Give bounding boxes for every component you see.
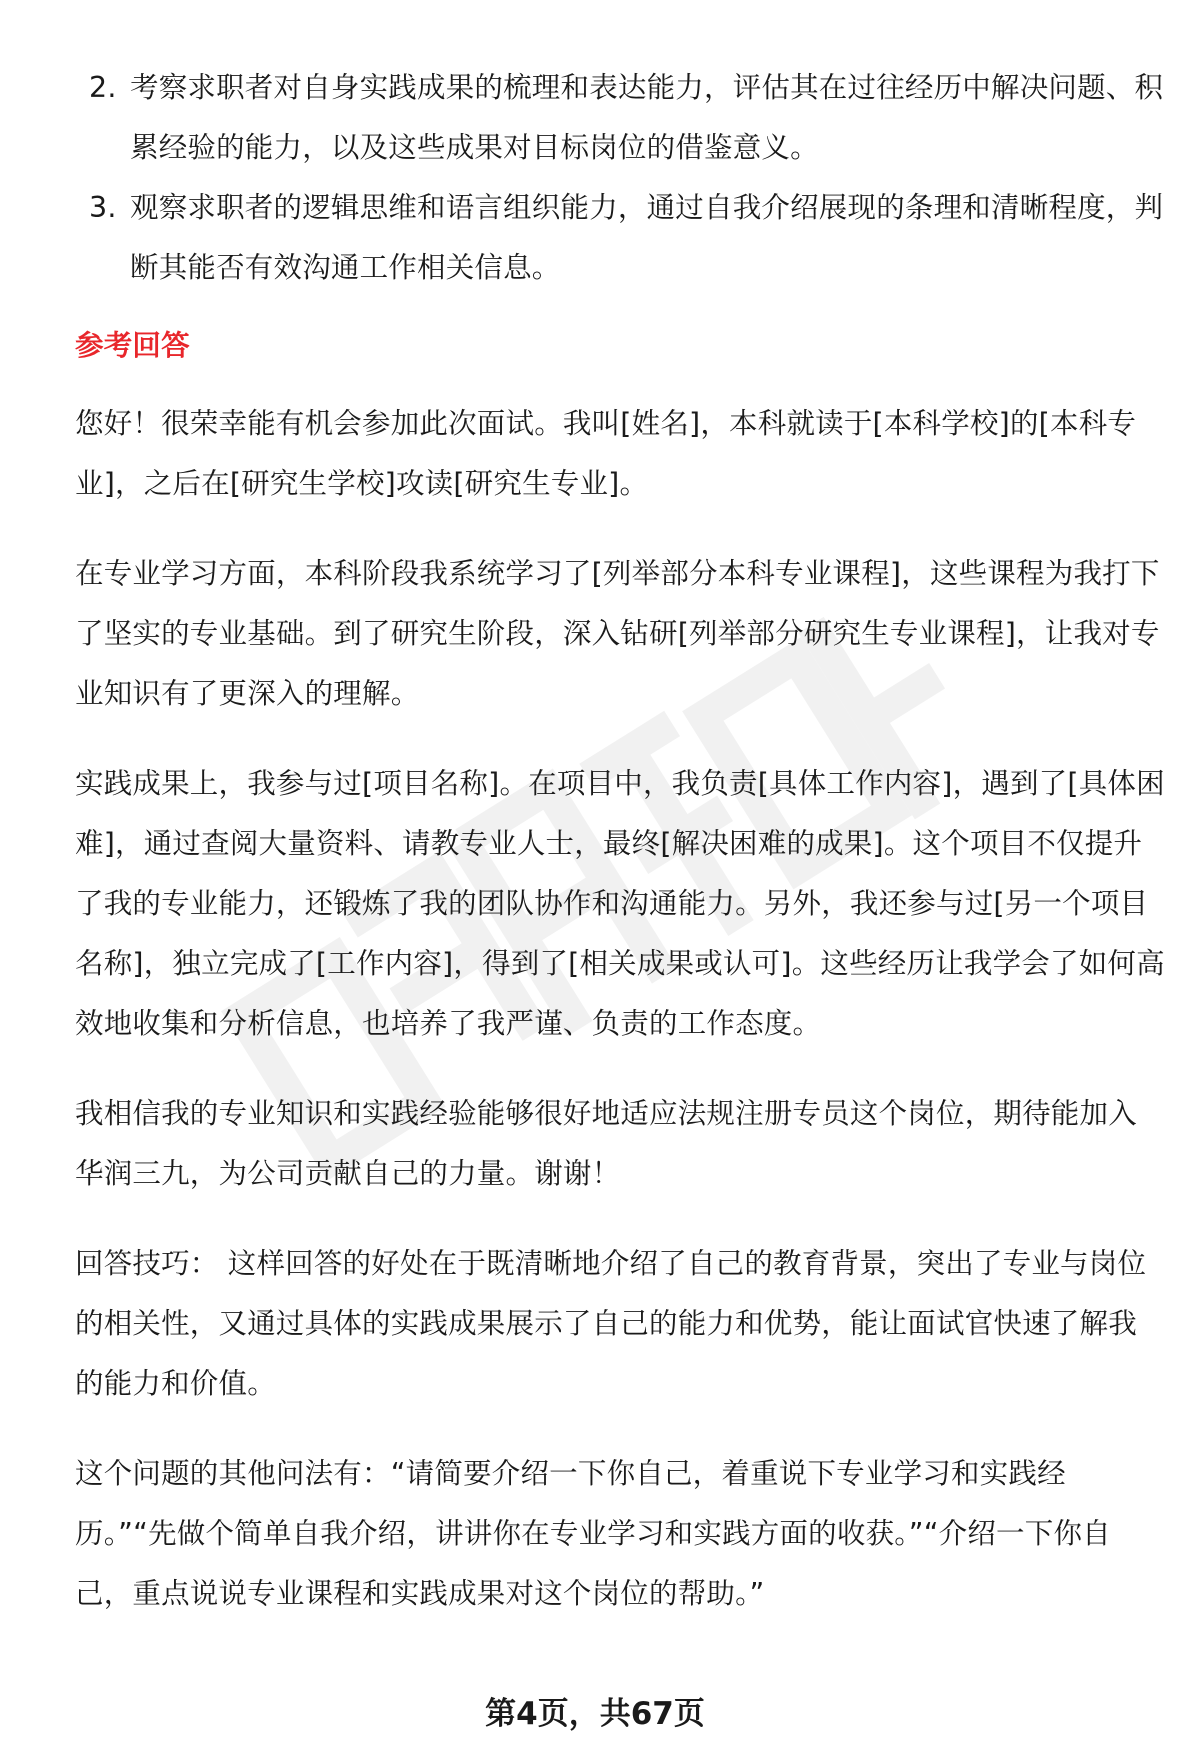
list-item [75,178,1165,298]
page-number: 第4页，共67页 [485,1696,705,1732]
answer-paragraph: 在专业学习方面，本科阶段我系统学习了[列举部分本科专业课程]，这些课程为我打下了坚实的专业基础。到了研究生阶段，深入钻研[列举部分研究生专业课程]，让我对专业知识有了更深入的理解。 [75,557,1160,710]
section-title: 参考回答 [75,329,190,362]
list-item-text: 考察求职者对自身实践成果的梳理和表达能力，评估其在过往经历中解决问题、积累经验的能力，以及这些成果对目标岗位的借鉴意义。 [130,71,1164,164]
answer-paragraph: 我相信我的专业知识和实践经验能够很好地适应法规注册专员这个岗位，期待能加入华润三九，为公司贡献自己的力量。谢谢！ [75,1097,1137,1190]
list-item-text: 观察求职者的逻辑思维和语言组织能力，通过自我介绍展现的条理和清晰程度，判断其能否有效沟通工作相关信息。 [130,191,1164,284]
tips-paragraph: 回答技巧： 这样回答的好处在于既清晰地介绍了自己的教育背景，突出了专业与岗位的相关性，又通过具体的实践成果展示了自己的能力和优势，能让面试官快速了解我的能力和价值。 [75,1247,1147,1400]
list-item [75,58,1165,178]
list-number: 3. [89,191,117,224]
answer-paragraph: 实践成果上，我参与过[项目名称]。在项目中，我负责[具体工作内容]，遇到了[具体困难]，通过查阅大量资料、请教专业人士，最终[解决困难的成果]。这个项目不仅提升了我的专业能力，还锻炼了我的团队协作和沟通能力。另外，我还参与过[另一个项目名称]，独立完成了[工作内容]，得到了[相关成果或认可]。这些经历让我学会了如何高效地收集和分析信息，也培养了我严谨、负责的工作态度。 [75,767,1165,1040]
alternative-questions-paragraph: 这个问题的其他问法有：“请简要介绍一下你自己，着重说下专业学习和实践经历。”“先做个简单自我介绍，讲讲你在专业学习和实践方面的收获。”“介绍一下你自己，重点说说专业课程和实践成果对这个岗位的帮助。” [75,1457,1111,1610]
list-number: 2. [89,71,117,104]
answer-paragraph: 您好！很荣幸能有机会参加此次面试。我叫[姓名]，本科就读于[本科学校]的[本科专业]，之后在[研究生学校]攻读[研究生专业]。 [75,407,1137,500]
main-content [75,58,1165,1624]
